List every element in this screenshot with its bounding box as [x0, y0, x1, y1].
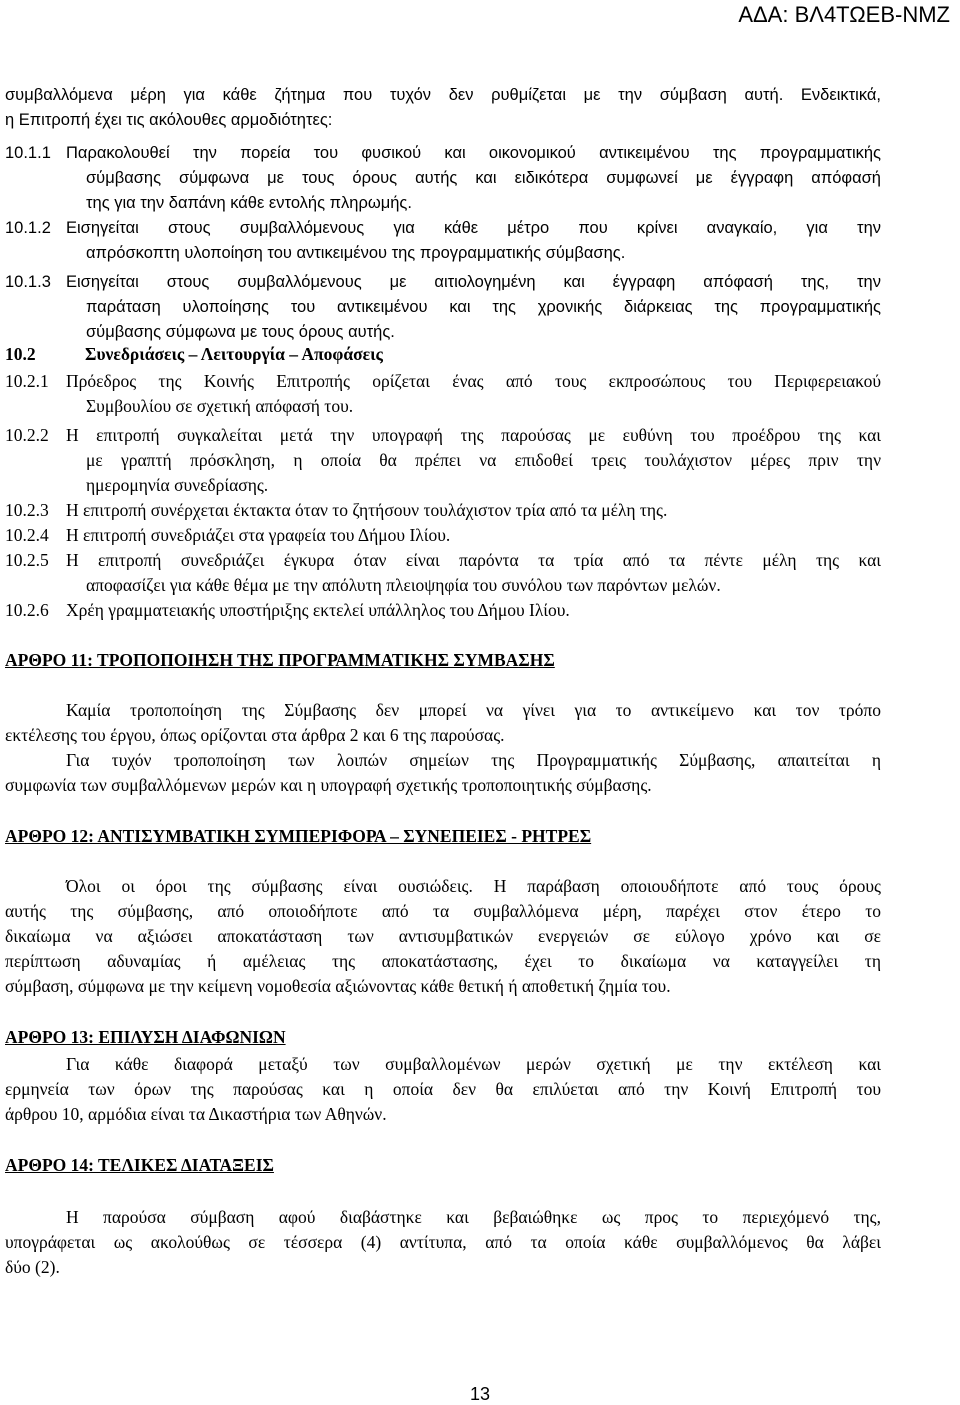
text-line: δύο (2). [5, 1257, 60, 1277]
text-line: συμβαλλόμενα μέρη για κάθε ζήτημα που τυχόν δεν ρυθμίζεται με την σύμβαση αυτή. Ενδεικτικά, [5, 86, 881, 104]
text-line: δικαίωμα να αξιώσει αποκατάσταση των αντισυμβατικών ενεργειών σε εύλογο χρόνο και σε [5, 926, 881, 946]
text-line: Καμία τροποποίηση της Σύμβασης δεν μπορεί να γίνει για το αντικείμενο και τον τρόπο [66, 700, 881, 720]
item-number: 10.2.4 [5, 525, 49, 545]
item-text-line: με γραπτή πρόσκληση, η οποία θα πρέπει να επιδοθεί τρεις τουλάχιστον μέρες πριν την [86, 450, 881, 470]
section-number: 10.2 [5, 344, 36, 364]
text-line: περίπτωση αδυναμίας ή αμέλειας της αποκατάστασης, έχει το δικαίωμα να καταγγείλει τη [5, 951, 881, 971]
item-text-line: Εισηγείται στους συμβαλλόμενους με αιτιολογημένη και έγγραφη απόφασή της, την [66, 273, 881, 291]
item-number: 10.2.1 [5, 371, 49, 391]
text-line: η Επιτροπή έχει τις ακόλουθες αρμοδιότητες: [5, 111, 333, 129]
text-line: αυτής της σύμβασης, από οποιοδήποτε από τα συμβαλλόμενα μέρη, παρέχει στον έτερο το [5, 901, 881, 921]
text-line: Όλοι οι όροι της σύμβασης είναι ουσιώδεις. Η παράβαση οποιουδήποτε από τους όρους [66, 876, 881, 896]
text-line: σύμβαση, σύμφωνα με την κείμενη νομοθεσία αξιώνοντας κάθε θετική ή αποθετική ζημία του. [5, 976, 671, 996]
article-14-heading: ΑΡΘΡΟ 14: ΤΕΛΙΚΕΣ ΔΙΑΤΑΞΕΙΣ [5, 1155, 274, 1175]
item-text-line: ημερομηνία συνεδρίασης. [86, 475, 269, 495]
article-13-heading: ΑΡΘΡΟ 13: ΕΠΙΛΥΣΗ ΔΙΑΦΩΝΙΩΝ [5, 1027, 286, 1047]
item-text-line: Συμβουλίου σε σχετική απόφασή του. [86, 396, 354, 416]
item-text-line: Εισηγείται στους συμβαλλόμενους για κάθε μέτρο που κρίνει αναγκαίο, για την [66, 219, 881, 237]
article-11-heading: ΑΡΘΡΟ 11: ΤΡΟΠΟΠΟΙΗΣΗ ΤΗΣ ΠΡΟΓΡΑΜΜΑΤΙΚΗΣ ΣΥΜΒΑΣΗΣ [5, 650, 555, 670]
text-line: υπογράφεται ως ακολούθως σε τέσσερα (4) αντίτυπα, από τα οποία κάθε συμβαλλόμενος θα λάβει [5, 1232, 881, 1252]
text-line: άρθρου 10, αρμόδια είναι τα Δικαστήρια των Αθηνών. [5, 1104, 387, 1124]
item-number: 10.1.3 [5, 273, 51, 291]
item-text-line: σύμβασης σύμφωνα με τους όρους αυτής και ειδικότερα συμφωνεί με έγγραφη απόφασή [86, 169, 881, 187]
section-title: Συνεδριάσεις – Λειτουργία – Αποφάσεις [85, 344, 383, 364]
item-text-line: αποφασίζει για κάθε θέμα με την απόλυτη πλειοψηφία του συνόλου των παρόντων μελών. [86, 575, 721, 595]
item-text-line: απρόσκοπτη υλοποίηση του αντικειμένου της προγραμματικής σύμβασης. [86, 244, 626, 262]
item-number: 10.2.6 [5, 600, 49, 620]
text-line: Η παρούσα σύμβαση αφού διαβάστηκε και βεβαιώθηκε ως προς το περιεχόμενό της, [66, 1207, 881, 1227]
text-line: εκτέλεσης του έργου, όπως ορίζονται στα άρθρα 2 και 6 της παρούσας. [5, 725, 505, 745]
item-number: 10.2.5 [5, 550, 49, 570]
item-number: 10.1.2 [5, 219, 51, 237]
text-line: Για τυχόν τροποποίηση των λοιπών σημείων της Προγραμματικής Σύμβασης, απαιτείται η [66, 750, 881, 770]
item-number: 10.1.1 [5, 144, 51, 162]
item-text-line: Η επιτροπή συνέρχεται έκτακτα όταν το ζητήσουν τουλάχιστον τρία από τα μέλη της. [66, 500, 668, 520]
item-text-line: Η επιτροπή συγκαλείται μετά την υπογραφή της παρούσας με ευθύνη του προέδρου της και [66, 425, 881, 445]
item-text-line: σύμβασης σύμφωνα με τους όρους αυτής. [86, 323, 395, 341]
text-line: συμφωνία των συμβαλλόμενων μερών και η υπογραφή σχετικής τροποποιητικής σύμβασης. [5, 775, 652, 795]
item-text-line: Χρέη γραμματειακής υποστήριξης εκτελεί υπάλληλος του Δήμου Ιλίου. [66, 600, 570, 620]
ada-code: ΑΔΑ: ΒΛ4ΤΩΕΒ-ΝΜΖ [738, 2, 950, 27]
item-text-line: παράταση υλοποίησης του αντικειμένου και της χρονικής διάρκειας της προγραμματικής [86, 298, 881, 316]
item-text-line: Πρόεδρος της Κοινής Επιτροπής ορίζεται ένας από τους εκπροσώπους του Περιφερειακού [66, 371, 881, 391]
item-text-line: της για την δαπάνη κάθε εντολής πληρωμής. [86, 194, 412, 212]
item-number: 10.2.3 [5, 500, 49, 520]
item-text-line: Η επιτροπή συνεδριάζει έγκυρα όταν είναι παρόντα τα τρία από τα πέντε μέλη της και [66, 550, 881, 570]
article-12-heading: ΑΡΘΡΟ 12: ΑΝΤΙΣΥΜΒΑΤΙΚΗ ΣΥΜΠΕΡΙΦΟΡΑ – ΣΥΝΕΠΕΙΕΣ - ΡΗΤΡΕΣ [5, 826, 592, 846]
item-text-line: Η επιτροπή συνεδριάζει στα γραφεία του Δήμου Ιλίου. [66, 525, 451, 545]
text-line: ερμηνεία των όρων της παρούσας και η οποία δεν θα επιλύεται από την Κοινή Επιτροπή του [5, 1079, 881, 1099]
page-number: 13 [469, 1384, 491, 1404]
item-text-line: Παρακολουθεί την πορεία του φυσικού και οικονομικού αντικειμένου της προγραμματικής [66, 144, 881, 162]
text-line: Για κάθε διαφορά μεταξύ των συμβαλλομένων μερών σχετική με την εκτέλεση και [66, 1054, 881, 1074]
item-number: 10.2.2 [5, 425, 49, 445]
